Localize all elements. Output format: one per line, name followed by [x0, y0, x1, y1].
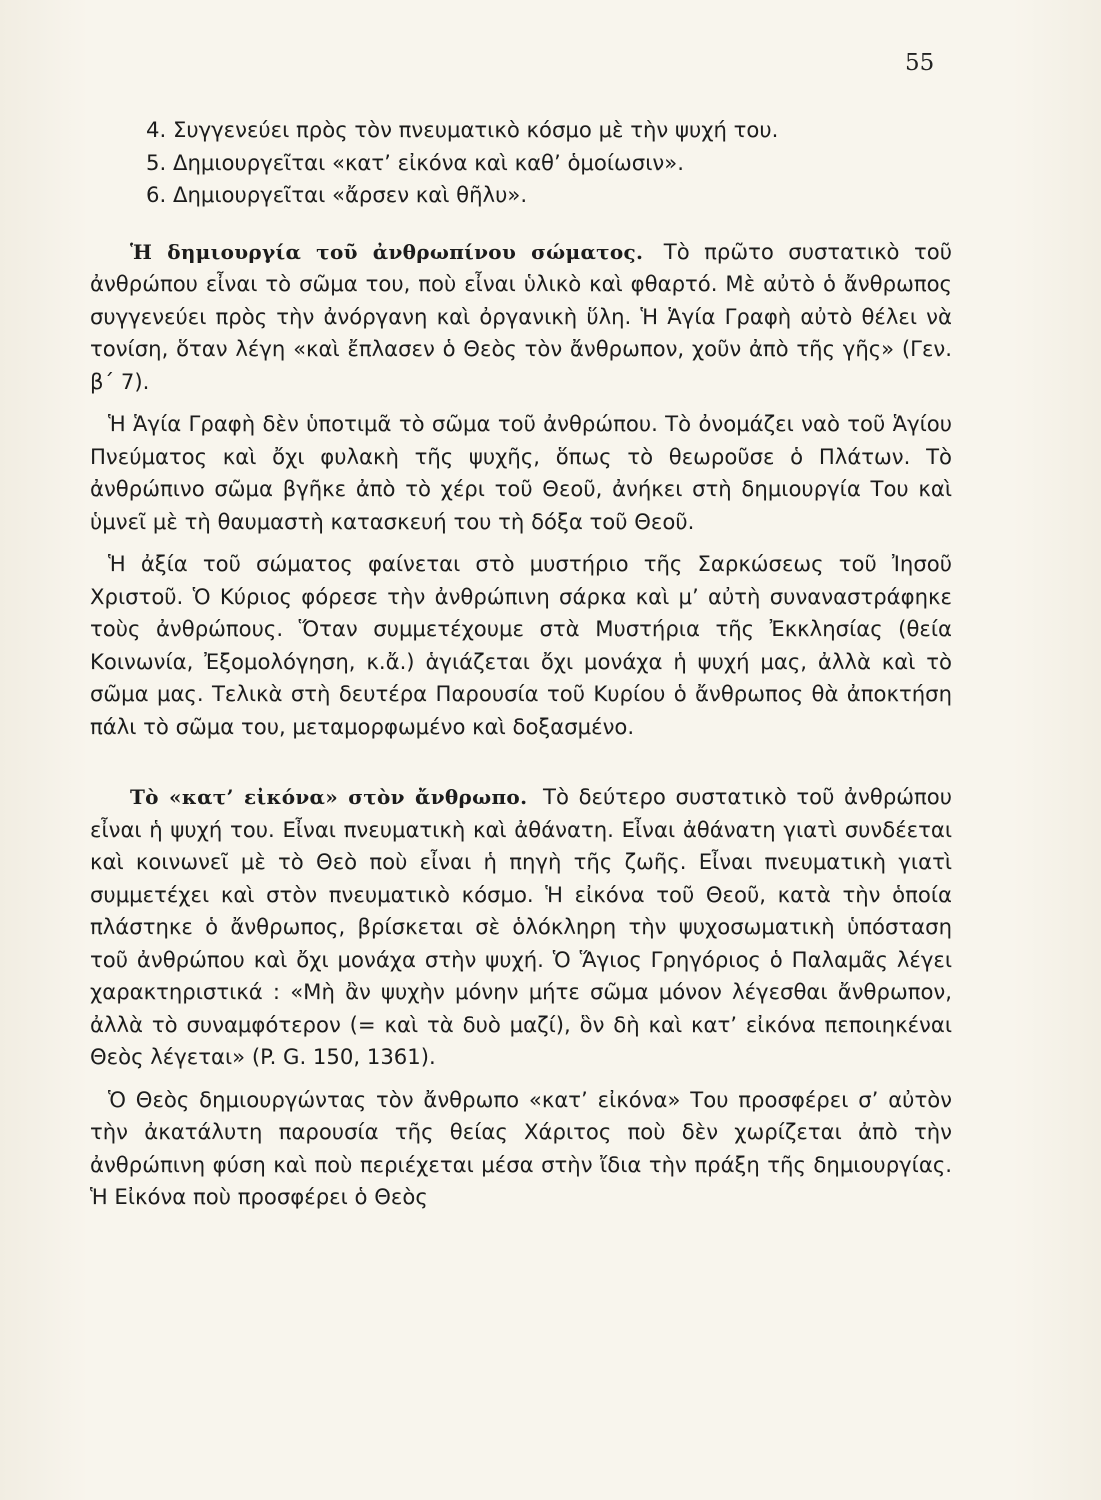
paragraph-text: Τὸ δεύτερο συστατικὸ τοῦ ἀνθρώπου εἶναι ἡ ψυχή του. Εἶναι πνευματικὴ καὶ ἀθάνατη. Εἶναι ἀθάνατη γιατὶ συνδέεται καὶ κοινωνεῖ μὲ τὸ Θεὸ ποὺ εἶναι ἡ πηγὴ τῆς ζωῆς. Εἶναι πνευματικὴ γιατὶ συμμετέχει καὶ στὸν πνευματικὸ κόσμο. Ἡ εἰκόνα τοῦ Θεοῦ, κατὰ τὴν ὁποία πλάστηκε ὁ ἄνθρωπος, βρίσκεται σὲ ὁλόκληρη τὴν ψυχοσωματικὴ ὑπόσταση τοῦ ἀνθρώπου καὶ ὄχι μονάχα στὴν ψυχή. Ὁ Ἅγιος Γρηγόριος ὁ Παλαμᾶς λέγει χαρακτηριστικά : «Μὴ ἂν ψυχὴν μόνην μήτε σῶμα μόνον λέγεσθαι ἄνθρωπον, ἀλλὰ τὸ συναμφότερον (= καὶ τὰ δυὸ μαζί), ὃν δὴ καὶ κατ’ εἰκόνα πεποιηκέναι Θεὸς λέγεται» (P. G. 150, 1361).: [90, 784, 952, 1069]
page-content: [90, 114, 952, 1224]
list-item: 5. Δημιουργεῖται «κατ’ εἰκόνα καὶ καθ’ ὁμοίωσιν».: [146, 149, 684, 175]
section-heading: Ἡ δημιουργία τοῦ ἀνθρωπίνου σώματος.: [130, 239, 644, 264]
list-item: 6. Δημιουργεῖται «ἄρσεν καὶ θῆλυ».: [146, 182, 528, 207]
paragraph: [90, 236, 952, 399]
section-gap: [90, 753, 952, 781]
paragraph: Ἡ Ἁγία Γραφὴ δὲν ὑποτιμᾶ τὸ σῶμα τοῦ ἀνθρώπου. Τὸ ὀνομάζει ναὸ τοῦ Ἁγίου Πνεύματος καὶ ὄχι φυλακὴ τῆς ψυχῆς, ὅπως τὸ θεωροῦσε ὁ Πλάτων. Τὸ ἀνθρώπινο σῶμα βγῆκε ἀπὸ τὸ χέρι τοῦ Θεοῦ, ἀνήκει στὴ δημιουργία Του καὶ ὑμνεῖ μὲ τὴ θαυμαστὴ κατασκευή του τὴ δόξα τοῦ Θεοῦ.: [90, 411, 952, 534]
section-heading: Τὸ «κατ’ εἰκόνα» στὸν ἄνθρωπο.: [130, 785, 528, 809]
paragraph: Ἡ ἀξία τοῦ σώματος φαίνεται στὸ μυστήριο τῆς Σαρκώσεως τοῦ Ἰησοῦ Χριστοῦ. Ὁ Κύριος φόρεσε τὴν ἀνθρώπινη σάρκα καὶ μ’ αὐτὴ συναναστράφηκε τοὺς ἀνθρώπους. Ὅταν συμμετέχουμε στὰ Μυστήρια τῆς Ἐκκλησίας (θεία Κοινωνία, Ἐξομολόγηση, κ.ἄ.) ἁγιάζεται ὄχι μονάχα ἡ ψυχή μας, ἀλλὰ καὶ τὸ σῶμα μας. Τελικὰ στὴ δευτέρα Παρουσία τοῦ Κυρίου ὁ ἄνθρωπος θὰ ἀποκτήση πάλι τὸ σῶμα του, μεταμορφωμένο καὶ δοξασμένο.: [90, 551, 952, 739]
paragraph: [90, 781, 952, 1074]
list-item: 4. Συγγενεύει πρὸς τὸν πνευματικὸ κόσμο μὲ τὴν ψυχή του.: [146, 117, 779, 142]
numbered-list: [90, 114, 952, 212]
section-body-creation: [90, 236, 952, 744]
paragraph: Ὁ Θεὸς δημιουργώντας τὸν ἄνθρωπο «κατ’ εἰκόνα» Του προσφέρει σ’ αὐτὸν τὴν ἀκατάλυτη παρουσία τῆς θείας Χάριτος ποὺ δὲν χωρίζεται ἀπὸ τὴν ἀνθρώπινη φύση καὶ ποὺ περιέχεται μέσα στὴν ἴδια τὴν πράξη τῆς δημιουργίας. Ἡ Εἰκόνα ποὺ προσφέρει ὁ Θεὸς: [90, 1086, 952, 1209]
paragraph-text: Τὸ πρῶτο συστατικὸ τοῦ ἀνθρώπου εἶναι τὸ σῶμα του, ποὺ εἶναι ὑλικὸ καὶ φθαρτό. Μὲ αὐτὸ ὁ ἄνθρωπος συγγενεύει πρὸς τὴν ἀνόργανη καὶ ὀργανικὴ ὕλη. Ἡ Ἁγία Γραφὴ αὐτὸ θέλει νὰ τονίση, ὅταν λέγη «καὶ ἔπλασεν ὁ Θεὸς τὸν ἄνθρωπον, χοῦν ἀπὸ τῆς γῆς» (Γεν. β΄ 7).: [90, 238, 952, 394]
section-image-of-god: [90, 781, 952, 1214]
page-number: 55: [905, 50, 935, 76]
